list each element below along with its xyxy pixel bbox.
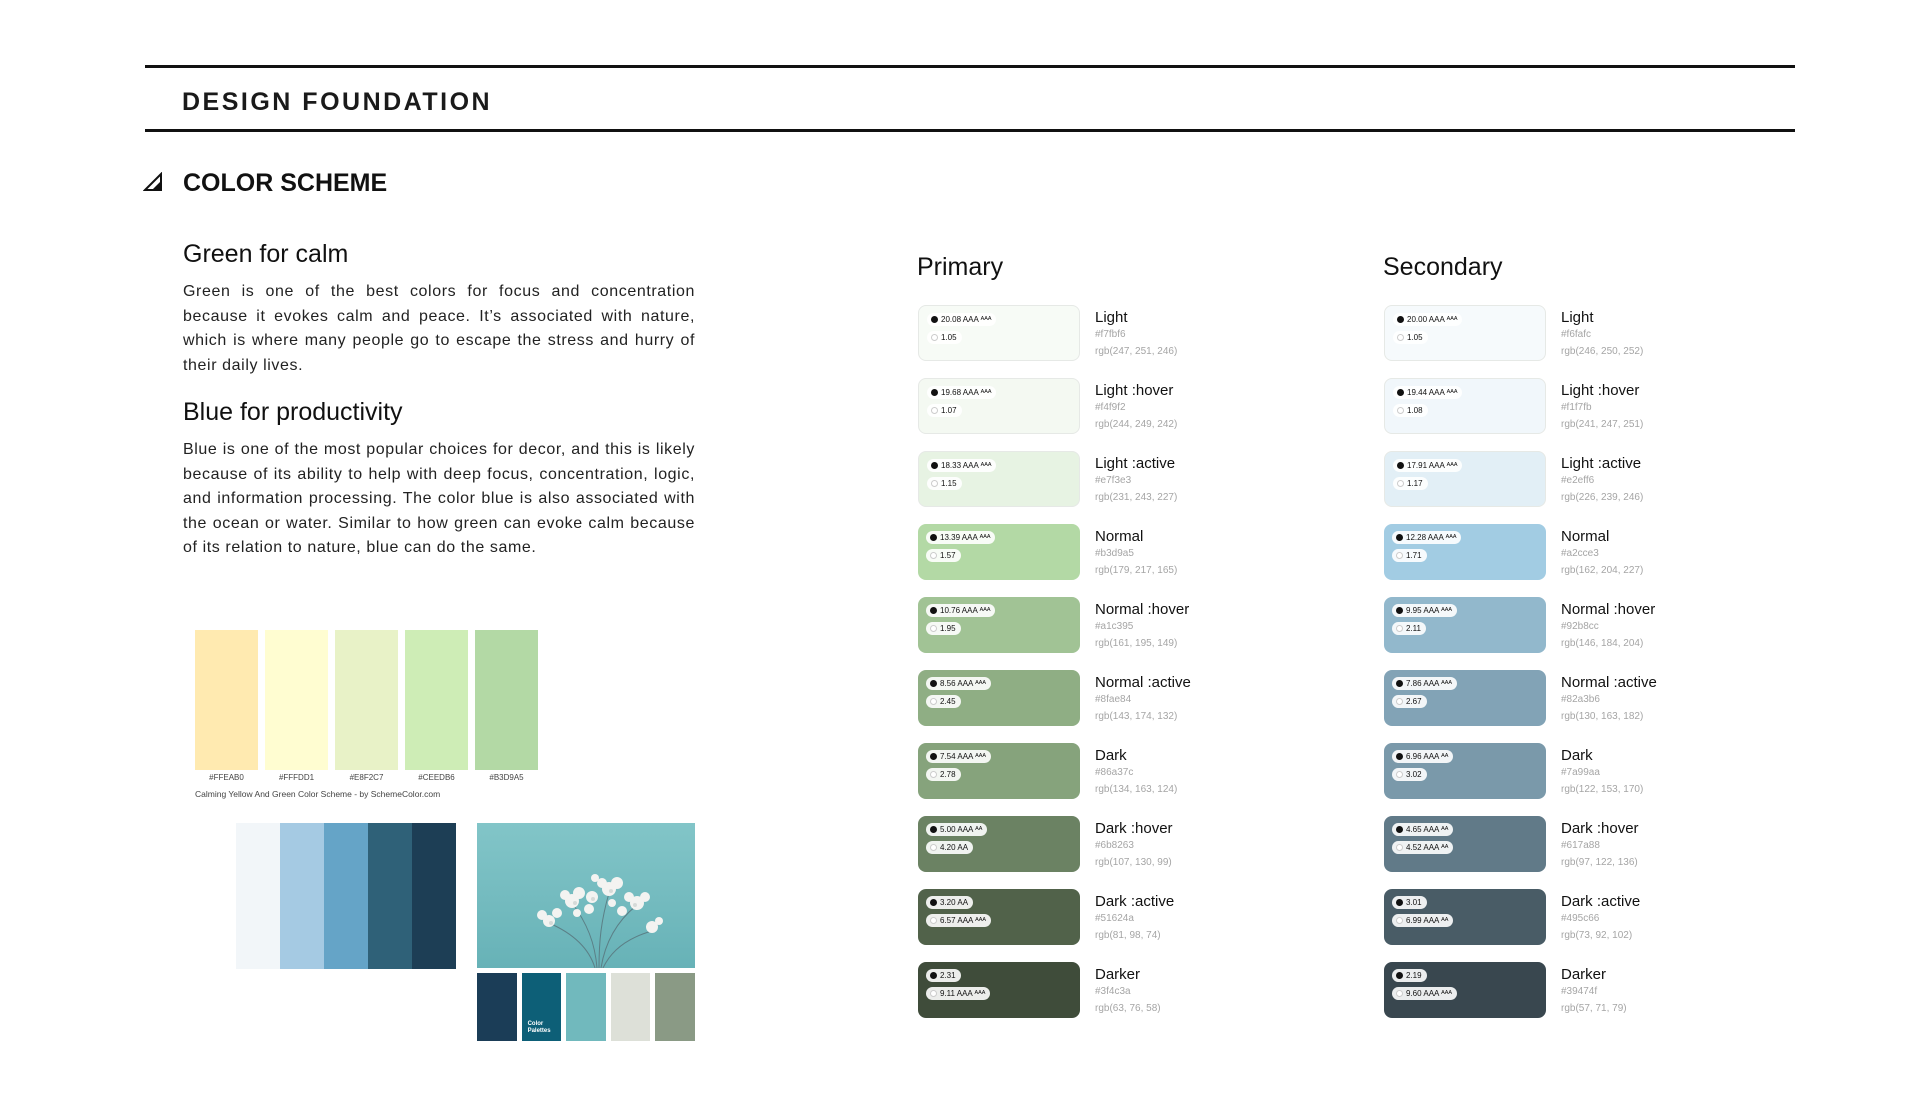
color-rgb: rgb(226, 239, 246) [1561,492,1644,503]
contrast-on-black: 3.01 [1392,896,1427,909]
yg-caption: Calming Yellow And Green Color Scheme - by SchemeColor.com [195,789,441,799]
contrast-on-white: 9.11 AAA ᴬᴬᴬ [926,987,990,1000]
yg-swatch [335,630,398,770]
color-hex: #f6fafc [1561,329,1592,340]
color-hex: #a2cce3 [1561,548,1599,559]
yg-swatch-label: #E8F2C7 [349,773,384,782]
color-rgb: rgb(97, 122, 136) [1561,857,1638,868]
color-rgb: rgb(244, 249, 242) [1095,419,1178,430]
flowers-photo [477,823,695,968]
contrast-on-black: 18.33 AAA ᴬᴬᴬ [927,459,996,472]
primary-swatch [918,743,1080,799]
triangle-corner-icon [143,172,163,192]
secondary-swatch [1384,451,1546,507]
blue-heading: Blue for productivity [183,398,403,426]
color-name: Normal :active [1561,674,1657,691]
color-hex: #39474f [1561,986,1598,997]
primary-title: Primary [917,253,1004,281]
color-name: Normal :active [1095,674,1191,691]
blue-palette-swatch [280,823,324,969]
contrast-on-black: 5.00 AAA ᴬᴬ [926,823,987,836]
color-hex: #f7fbf6 [1095,329,1126,340]
contrast-on-black: 19.44 AAA ᴬᴬᴬ [1393,386,1462,399]
primary-swatch [918,305,1080,361]
color-hex: #7a99aa [1561,767,1600,778]
color-name: Light :hover [1095,382,1174,399]
contrast-on-white: 1.17 [1393,477,1428,490]
color-name: Light [1561,309,1594,326]
color-rgb: rgb(63, 76, 58) [1095,1003,1161,1014]
contrast-on-white: 2.78 [926,768,961,781]
color-rgb: rgb(146, 184, 204) [1561,638,1644,649]
color-name: Normal [1095,528,1144,545]
primary-swatch [918,597,1080,653]
photo-swatch-label: Color Palettes [527,1021,551,1034]
color-rgb: rgb(73, 92, 102) [1561,930,1633,941]
contrast-on-white: 6.99 AAA ᴬᴬ [1392,914,1453,927]
color-rgb: rgb(246, 250, 252) [1561,346,1644,357]
blue-palette-swatch [236,823,280,969]
color-rgb: rgb(179, 217, 165) [1095,565,1178,576]
contrast-on-white: 1.71 [1392,549,1427,562]
color-rgb: rgb(81, 98, 74) [1095,930,1161,941]
secondary-swatch [1384,743,1546,799]
secondary-swatch [1384,524,1546,580]
contrast-on-white: 4.52 AAA ᴬᴬ [1392,841,1453,854]
yg-swatch-label: #FFFDD1 [278,773,315,782]
contrast-on-white: 2.45 [926,695,961,708]
color-rgb: rgb(161, 195, 149) [1095,638,1178,649]
secondary-swatch [1384,889,1546,945]
color-name: Dark :active [1561,893,1641,910]
color-name: Normal :hover [1095,601,1190,618]
color-hex: #51624a [1095,913,1134,924]
color-rgb: rgb(241, 247, 251) [1561,419,1644,430]
blue-palette-swatch [368,823,412,969]
color-rgb: rgb(122, 153, 170) [1561,784,1644,795]
color-name: Darker [1095,966,1141,983]
photo-swatch [566,973,606,1041]
color-rgb: rgb(143, 174, 132) [1095,711,1178,722]
primary-swatch [918,816,1080,872]
contrast-on-white: 1.15 [927,477,962,490]
secondary-swatch [1384,670,1546,726]
color-name: Normal [1561,528,1610,545]
yg-swatch-label: #CEEDB6 [418,773,455,782]
color-hex: #8fae84 [1095,694,1132,705]
color-name: Dark [1095,747,1127,764]
color-rgb: rgb(247, 251, 246) [1095,346,1178,357]
color-rgb: rgb(162, 204, 227) [1561,565,1644,576]
contrast-on-black: 7.86 AAA ᴬᴬᴬ [1392,677,1457,690]
contrast-on-black: 19.68 AAA ᴬᴬᴬ [927,386,996,399]
yg-swatch [265,630,328,770]
contrast-on-white: 3.02 [1392,768,1427,781]
primary-swatch [918,670,1080,726]
secondary-swatch [1384,816,1546,872]
secondary-swatch [1384,305,1546,361]
contrast-on-black: 8.56 AAA ᴬᴬᴬ [926,677,991,690]
primary-swatch [918,524,1080,580]
color-hex: #b3d9a5 [1095,548,1134,559]
secondary-title: Secondary [1383,253,1503,281]
contrast-on-white: 4.20 AA [926,841,973,854]
photo-swatch [655,973,695,1041]
contrast-on-white: 1.05 [927,331,962,344]
contrast-on-black: 20.08 AAA ᴬᴬᴬ [927,313,996,326]
contrast-on-black: 3.20 AA [926,896,973,909]
primary-swatch [918,889,1080,945]
contrast-on-white: 2.67 [1392,695,1427,708]
contrast-on-white: 1.05 [1393,331,1428,344]
contrast-on-white: 1.08 [1393,404,1428,417]
green-paragraph: Green is one of the best colors for focus and concentration because it evokes calm and peace. It’s associated with nature, which is where many people go to escape the stress and hurry of their daily lives. [183,283,695,374]
color-hex: #86a37c [1095,767,1134,778]
color-name: Darker [1561,966,1607,983]
header-top-rule [145,65,1795,68]
contrast-on-black: 7.54 AAA ᴬᴬᴬ [926,750,991,763]
contrast-on-white: 9.60 AAA ᴬᴬᴬ [1392,987,1457,1000]
yg-swatch [475,630,538,770]
color-hex: #e2eff6 [1561,475,1595,486]
contrast-on-black: 20.00 AAA ᴬᴬᴬ [1393,313,1462,326]
color-name: Light :active [1095,455,1176,472]
color-hex: #495c66 [1561,913,1600,924]
photo-swatch [522,973,562,1041]
color-hex: #617a88 [1561,840,1600,851]
section-title: COLOR SCHEME [183,169,388,197]
color-hex: #92b8cc [1561,621,1599,632]
color-rgb: rgb(107, 130, 99) [1095,857,1172,868]
color-hex: #6b8263 [1095,840,1134,851]
header-bottom-rule [145,129,1795,132]
yg-swatch [195,630,258,770]
color-name: Dark :hover [1561,820,1639,837]
primary-swatch [918,378,1080,434]
page-title: DESIGN FOUNDATION [182,88,493,116]
primary-swatch [918,962,1080,1018]
color-hex: #f4f9f2 [1095,402,1126,413]
color-rgb: rgb(231, 243, 227) [1095,492,1178,503]
color-hex: #e7f3e3 [1095,475,1132,486]
yg-swatch [405,630,468,770]
contrast-on-white: 1.57 [926,549,961,562]
color-name: Normal :hover [1561,601,1656,618]
contrast-on-black: 10.76 AAA ᴬᴬᴬ [926,604,995,617]
photo-swatch [611,973,651,1041]
contrast-on-white: 1.95 [926,622,961,635]
contrast-on-black: 2.19 [1392,969,1427,982]
contrast-on-black: 9.95 AAA ᴬᴬᴬ [1392,604,1457,617]
yellow-green-scheme-image [195,630,540,800]
color-hex: #a1c395 [1095,621,1134,632]
color-rgb: rgb(57, 71, 79) [1561,1003,1627,1014]
contrast-on-white: 1.07 [927,404,962,417]
blue-palette-swatch [412,823,456,969]
color-hex: #f1f7fb [1561,402,1592,413]
green-heading: Green for calm [183,240,349,268]
color-name: Light :hover [1561,382,1640,399]
color-hex: #3f4c3a [1095,986,1131,997]
secondary-swatch [1384,962,1546,1018]
blue-palette-swatch [324,823,368,969]
blue-paragraph: Blue is one of the most popular choices for decor, and this is likely because of its ability to help with deep focus, concentration, logic, and information processing. The color blue is also associated with the ocean or water. Similar to how green can evoke calm because of its relation to nature, blue can do the same. [183,441,695,556]
contrast-on-black: 17.91 AAA ᴬᴬᴬ [1393,459,1462,472]
color-hex: #82a3b6 [1561,694,1600,705]
color-name: Dark :active [1095,893,1175,910]
color-rgb: rgb(134, 163, 124) [1095,784,1178,795]
yg-swatch-label: #B3D9A5 [489,773,524,782]
contrast-on-black: 6.96 AAA ᴬᴬ [1392,750,1453,763]
color-name: Light :active [1561,455,1642,472]
secondary-swatch [1384,378,1546,434]
color-name: Dark :hover [1095,820,1173,837]
color-name: Dark [1561,747,1593,764]
contrast-on-black: 4.65 AAA ᴬᴬ [1392,823,1453,836]
photo-swatch [477,973,517,1041]
photo-palette-swatches [477,973,695,1041]
blue-palette-image [236,823,456,969]
secondary-swatch [1384,597,1546,653]
contrast-on-white: 6.57 AAA ᴬᴬᴬ [926,914,991,927]
color-rgb: rgb(130, 163, 182) [1561,711,1644,722]
yg-swatch-label: #FFEAB0 [209,773,244,782]
primary-swatch [918,451,1080,507]
contrast-on-black: 12.28 AAA ᴬᴬᴬ [1392,531,1461,544]
contrast-on-black: 13.39 AAA ᴬᴬᴬ [926,531,995,544]
color-name: Light [1095,309,1128,326]
contrast-on-black: 2.31 [926,969,961,982]
contrast-on-white: 2.11 [1392,622,1426,635]
